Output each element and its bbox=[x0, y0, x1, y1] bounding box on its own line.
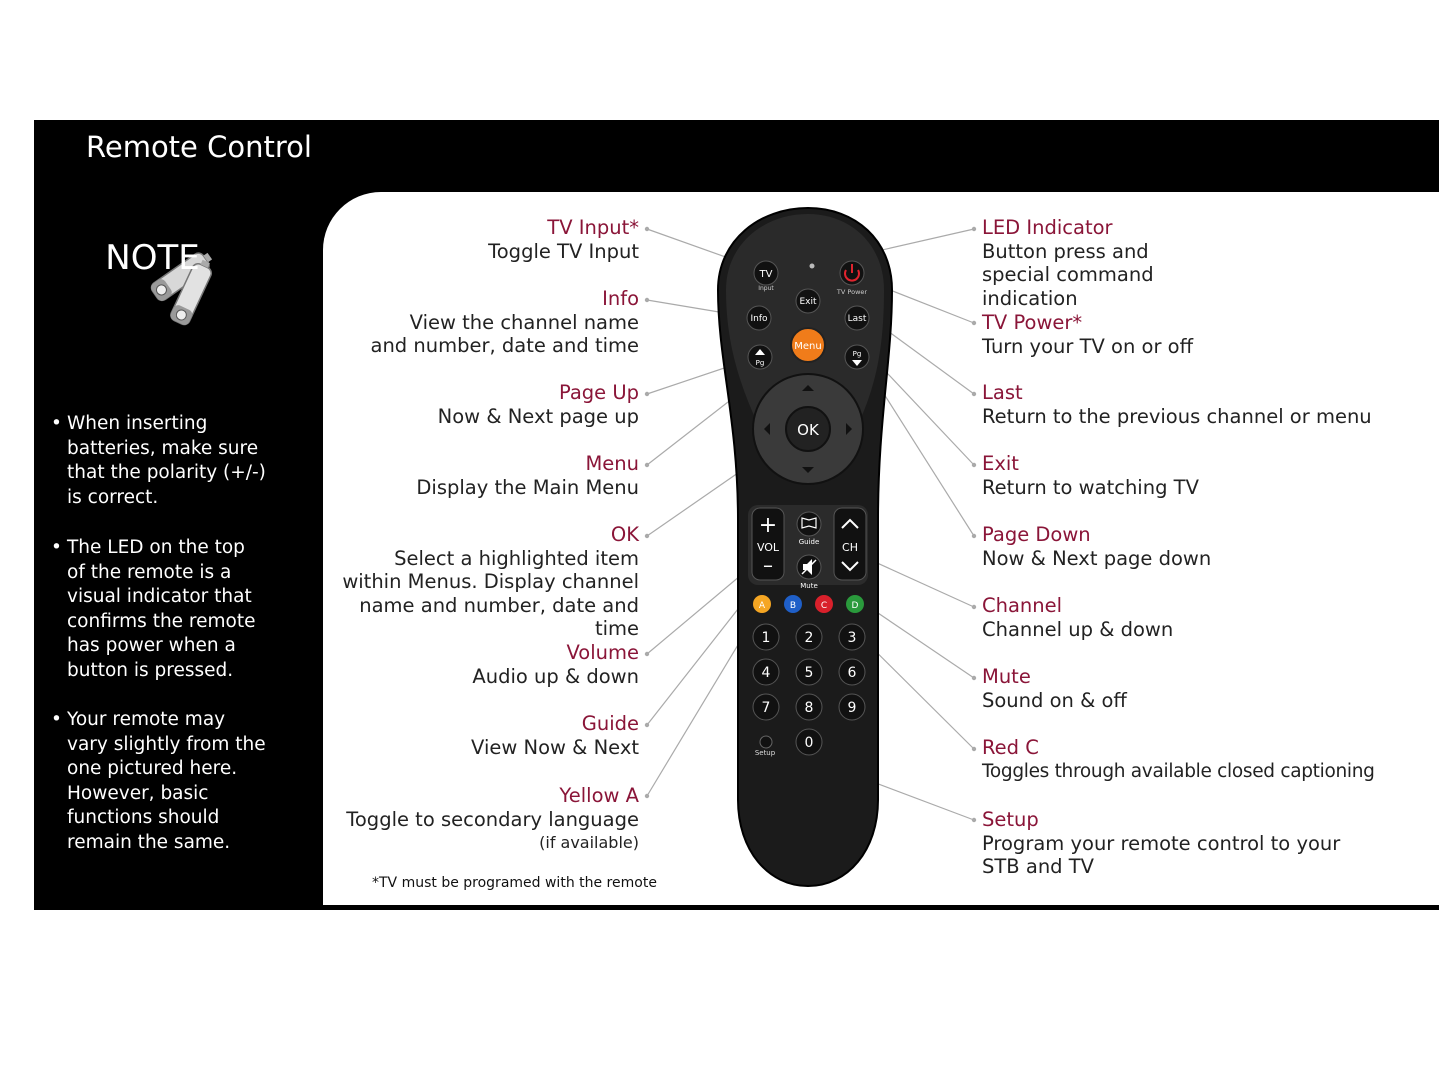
volume-label: VOL bbox=[756, 541, 780, 554]
label-menu bbox=[209, 452, 639, 499]
svg-text:–: – bbox=[763, 553, 773, 577]
label-ok bbox=[209, 523, 639, 641]
label-desc: Toggles through available closed captioning bbox=[982, 760, 1375, 782]
label-led-indicator bbox=[982, 216, 1382, 310]
label-channel bbox=[982, 594, 1382, 641]
label-desc: View the channel name and number, date and time bbox=[370, 310, 639, 358]
number-key-label: 6 bbox=[847, 665, 857, 681]
number-key-label: 2 bbox=[804, 630, 814, 646]
label-title: Menu bbox=[585, 452, 639, 475]
label-exit bbox=[982, 452, 1382, 499]
label-title: Guide bbox=[581, 712, 639, 735]
label-title: Page Up bbox=[558, 381, 639, 404]
label-desc: Audio up & down bbox=[472, 664, 639, 688]
label-setup bbox=[982, 808, 1382, 879]
note-bullet-text: When inserting batteries, make sure that the polarity (+/-) is correct. bbox=[67, 413, 266, 508]
note-heading: NOTE bbox=[105, 238, 200, 278]
exit-button[interactable]: Exit bbox=[799, 297, 817, 307]
color-key-label: C bbox=[820, 601, 828, 611]
label-red-c bbox=[982, 736, 1382, 783]
number-key-label: 8 bbox=[804, 700, 814, 716]
label-title: LED Indicator bbox=[982, 216, 1113, 239]
color-key-label: B bbox=[789, 601, 797, 611]
label-desc: Toggle TV Input bbox=[488, 239, 639, 263]
label-mute bbox=[982, 665, 1382, 712]
label-title: Volume bbox=[566, 641, 639, 664]
label-desc: Now & Next page down bbox=[982, 546, 1212, 570]
label-desc: Channel up & down bbox=[982, 617, 1174, 641]
setup-label: Setup bbox=[754, 749, 776, 757]
label-tv-input bbox=[209, 216, 639, 263]
footnote: *TV must be programed with the remote bbox=[372, 875, 657, 891]
channel-label: CH bbox=[842, 541, 858, 554]
note-bullet: • Your remote may vary slightly from the one pictured here. However, basic functions should remain the same. bbox=[51, 709, 266, 853]
label-desc: Toggle to secondary language bbox=[346, 807, 639, 831]
menu-button[interactable]: Menu bbox=[794, 341, 822, 352]
label-yellow-a bbox=[209, 784, 639, 855]
label-title: Exit bbox=[982, 452, 1019, 475]
note-bullet-text: Your remote may vary slightly from the one pictured here. However, basic functions should remain the same. bbox=[67, 709, 266, 853]
number-key-label: 5 bbox=[804, 665, 814, 681]
number-key-label: 1 bbox=[761, 630, 771, 646]
note-bullet: • The LED on the top of the remote is a visual indicator that confirms the remote has power when a button is pressed. bbox=[51, 537, 256, 681]
label-desc: Display the Main Menu bbox=[416, 475, 639, 499]
page-up-label: Pg bbox=[755, 359, 765, 367]
label-desc: Return to watching TV bbox=[982, 475, 1199, 499]
label-title: Yellow A bbox=[559, 784, 639, 807]
label-desc: Program your remote control to your STB and TV bbox=[982, 831, 1341, 879]
number-key-label: 7 bbox=[761, 700, 771, 716]
page-title: Remote Control bbox=[86, 130, 312, 164]
label-page-down bbox=[982, 523, 1382, 570]
note-bullet-text: The LED on the top of the remote is a visual indicator that confirms the remote has power when a button is pressed. bbox=[67, 537, 256, 681]
note-bullet: • When inserting batteries, make sure that the polarity (+/-) is correct. bbox=[51, 413, 266, 508]
ok-button[interactable]: OK bbox=[797, 421, 819, 439]
label-tv-power bbox=[982, 311, 1382, 358]
label-volume bbox=[209, 641, 639, 688]
label-desc: Return to the previous channel or menu bbox=[982, 404, 1372, 428]
svg-text:+: + bbox=[758, 513, 778, 538]
label-title: Last bbox=[982, 381, 1023, 404]
label-title: Mute bbox=[982, 665, 1031, 688]
guide-label: Guide bbox=[798, 538, 820, 546]
label-desc: Select a highlighted item within Menus. Display channel name and number, date and time bbox=[342, 546, 639, 641]
number-key-label: 3 bbox=[847, 630, 857, 646]
led-indicator bbox=[810, 264, 815, 269]
color-key-label: A bbox=[758, 601, 766, 611]
number-key-label: 4 bbox=[761, 665, 771, 681]
label-desc: Button press and special command indication bbox=[982, 239, 1154, 310]
label-title: Page Down bbox=[982, 523, 1091, 546]
guide-button[interactable] bbox=[797, 512, 821, 536]
label-title: TV Input* bbox=[547, 216, 639, 239]
label-desc: Now & Next page up bbox=[437, 404, 639, 428]
color-key-label: D bbox=[851, 601, 859, 611]
label-title: Info bbox=[602, 287, 639, 310]
tv-input-button[interactable]: TV bbox=[759, 269, 773, 280]
info-button[interactable]: Info bbox=[750, 314, 768, 324]
last-button[interactable]: Last bbox=[847, 314, 867, 324]
label-title: TV Power* bbox=[982, 311, 1083, 334]
label-title: OK bbox=[610, 523, 639, 546]
mute-label: Mute bbox=[800, 582, 818, 590]
label-desc: Sound on & off bbox=[982, 688, 1127, 712]
label-page-up bbox=[209, 381, 639, 428]
label-desc: View Now & Next bbox=[471, 735, 639, 759]
tv-power-label: TV Power bbox=[836, 288, 868, 296]
label-info bbox=[209, 287, 639, 358]
label-guide bbox=[209, 712, 639, 759]
label-desc: Turn your TV on or off bbox=[982, 334, 1194, 358]
label-title: Red C bbox=[982, 736, 1039, 759]
label-title: Channel bbox=[982, 594, 1063, 617]
label-last bbox=[982, 381, 1382, 428]
number-key-label: 0 bbox=[804, 735, 814, 751]
page-down-label: Pg bbox=[852, 350, 862, 358]
setup-button[interactable] bbox=[760, 736, 772, 748]
label-note: (if available) bbox=[539, 833, 639, 853]
tv-input-sub-label: Input bbox=[758, 285, 774, 292]
number-key-label: 9 bbox=[847, 700, 857, 716]
label-title: Setup bbox=[982, 808, 1039, 831]
